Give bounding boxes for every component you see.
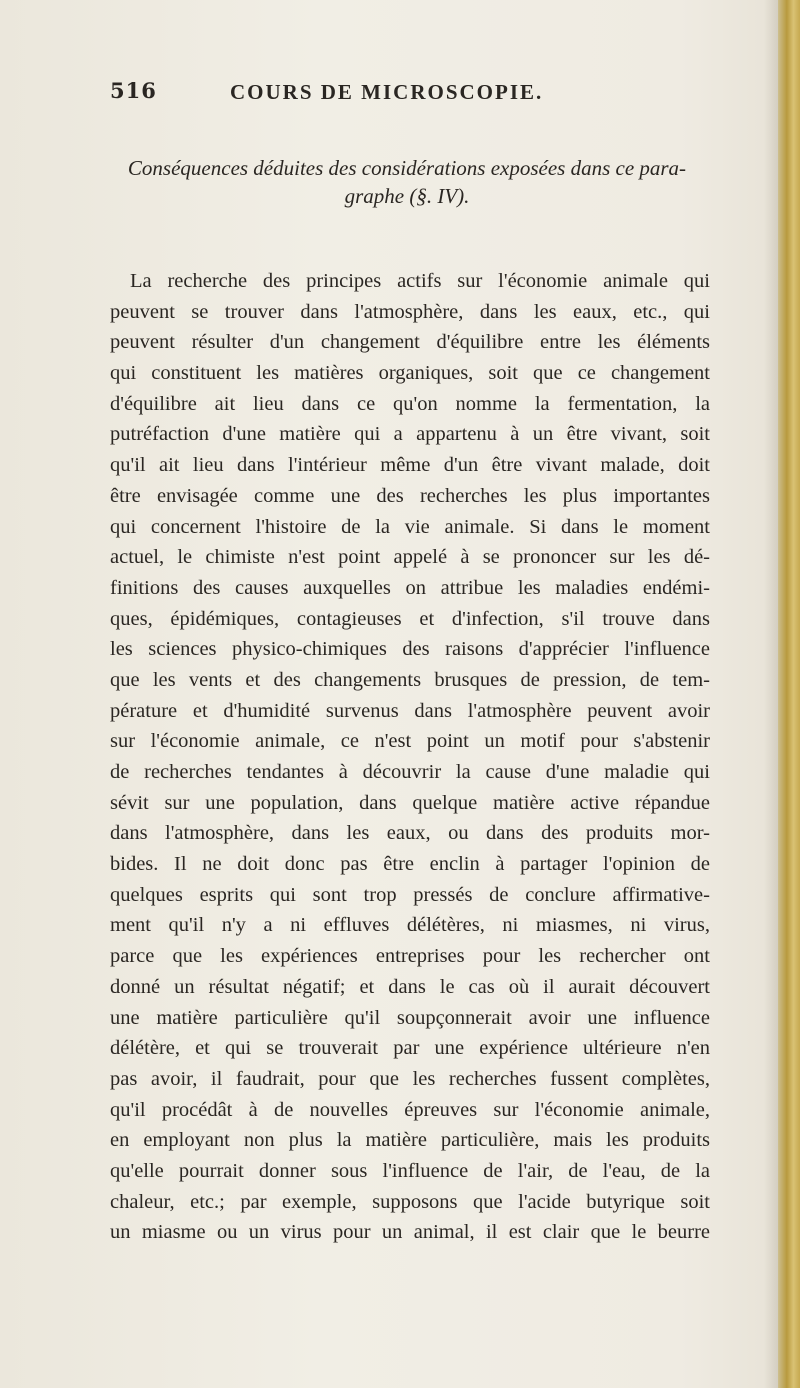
text-line: peuvent se trouver dans l'atmosphère, dans les eaux, etc., qui xyxy=(110,300,710,323)
page-edge xyxy=(778,0,800,1388)
section-heading xyxy=(112,154,702,210)
text-line: un miasme ou un virus pour un animal, il est clair que le beurre xyxy=(110,1221,710,1244)
text-line: en employant non plus la matière particulière, mais les produits xyxy=(110,1129,710,1152)
text-line: parce que les expériences entreprises pour les rechercher ont xyxy=(110,945,710,968)
text-line: finitions des causes auxquelles on attribue les maladies endémi- xyxy=(110,576,710,599)
text-line: qu'il ait lieu dans l'intérieur même d'un être vivant malade, doit xyxy=(110,454,710,477)
body-paragraph xyxy=(110,266,710,1248)
text-line: délétère, et qui se trouverait par une expérience ultérieure n'en xyxy=(110,1037,710,1060)
text-line: ment qu'il n'y a ni effluves délétères, ni miasmes, ni virus, xyxy=(110,914,710,937)
text-line: qui constituent les matières organiques, soit que ce changement xyxy=(110,362,710,385)
text-line: pas avoir, il faudrait, pour que les recherches fussent complètes, xyxy=(110,1067,710,1090)
text-line: donné un résultat négatif; et dans le cas où il aurait découvert xyxy=(110,975,710,998)
text-line: putréfaction d'une matière qui a appartenu à un être vivant, soit xyxy=(110,423,710,446)
text-line: de recherches tendantes à découvrir la cause d'une maladie qui xyxy=(110,761,710,783)
text-line: qu'elle pourrait donner sous l'influence de l'air, de l'eau, de la xyxy=(110,1159,710,1182)
text-line: qui concernent l'histoire de la vie animale. Si dans le moment xyxy=(110,515,710,538)
section-heading-line: graphe (§. IV). xyxy=(344,184,470,208)
text-line: qu'il procédât à de nouvelles épreuves sur l'économie animale, xyxy=(110,1098,710,1121)
text-line: bides. Il ne doit donc pas être enclin à partager l'opinion de xyxy=(110,853,710,876)
text-line: une matière particulière qu'il soupçonnerait avoir une influence xyxy=(110,1006,710,1029)
text-line: que les vents et des changements brusques de pression, de tem- xyxy=(110,668,710,691)
text-line: actuel, le chimiste n'est point appelé à se prononcer sur les dé- xyxy=(110,546,710,569)
text-line: peuvent résulter d'un changement d'équilibre entre les éléments xyxy=(110,331,710,354)
text-line: ques, épidémiques, contagieuses et d'infection, s'il trouve dans xyxy=(110,607,710,630)
text-line: La recherche des principes actifs sur l'économie animale qui xyxy=(130,270,710,292)
page-gutter-shadow xyxy=(764,0,778,1388)
text-line: les sciences physico-chimiques des raisons d'apprécier l'influence xyxy=(110,638,710,661)
text-line: chaleur, etc.; par exemple, supposons que l'acide butyrique soit xyxy=(110,1190,710,1213)
text-line: pérature et d'humidité survenus dans l'atmosphère peuvent avoir xyxy=(110,699,710,722)
page-header xyxy=(110,78,710,112)
text-line: être envisagée comme une des recherches les plus importantes xyxy=(110,484,710,507)
text-line: quelques esprits qui sont trop pressés de conclure affirmative- xyxy=(110,883,710,906)
text-line: dans l'atmosphère, dans les eaux, ou dans des produits mor- xyxy=(110,822,710,845)
running-title: COURS DE MICROSCOPIE. xyxy=(230,80,544,104)
text-line: sévit sur une population, dans quelque matière active répandue xyxy=(110,791,710,814)
text-line: d'équilibre ait lieu dans ce qu'on nomme la fermentation, la xyxy=(110,392,710,415)
page-number: 516 xyxy=(110,78,157,103)
section-heading-line: Conséquences déduites des considérations exposées dans ce para- xyxy=(127,156,687,180)
text-line: sur l'économie animale, ce n'est point un motif pour s'abstenir xyxy=(110,730,710,753)
